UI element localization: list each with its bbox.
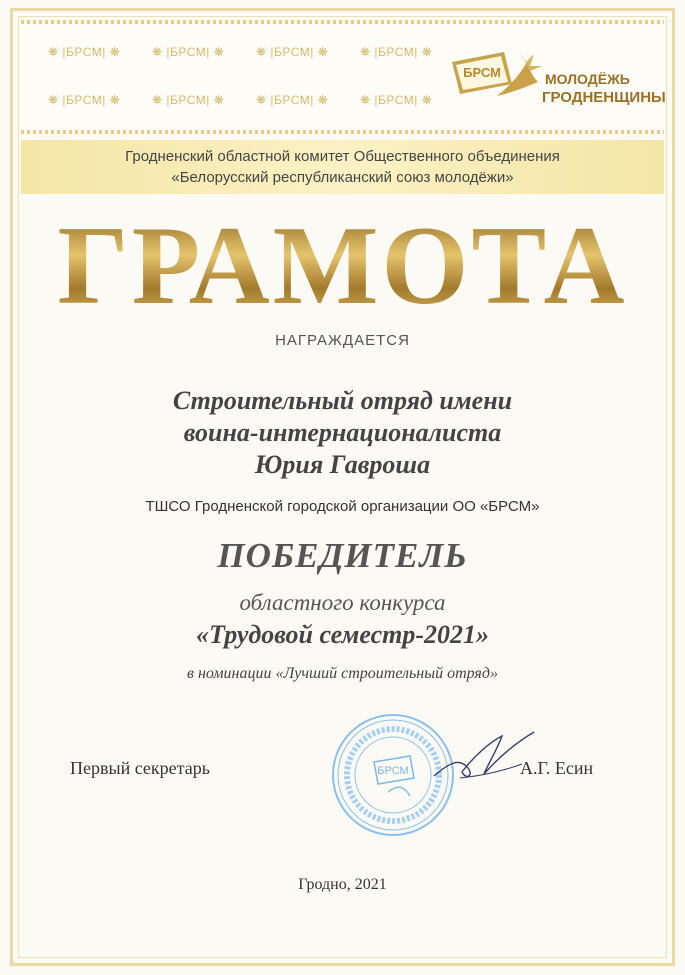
brsm-logo-icon bbox=[442, 44, 666, 110]
document-title: ГРАМОТА bbox=[0, 210, 685, 322]
signer-name: А.Г. Есин bbox=[520, 758, 594, 778]
recipient-line: воина-интернационалиста bbox=[183, 418, 502, 447]
winner-status: ПОБЕДИТЕЛЬ bbox=[217, 536, 468, 575]
watermark: ❋ |БРСМ| ❋ bbox=[152, 93, 225, 107]
watermark: ❋ |БРСМ| ❋ bbox=[360, 45, 433, 59]
logo-line2: ГРОДНЕНЩИНЫ bbox=[542, 89, 666, 106]
recipient-line: Строительный отряд имени bbox=[172, 386, 513, 415]
logo-line1: МОЛОДЁЖЬ bbox=[545, 71, 630, 87]
watermark: ❋ |БРСМ| ❋ bbox=[256, 45, 329, 59]
place-date: Гродно, 2021 bbox=[298, 876, 387, 893]
nomination: в номинации «Лучший строительный отряд» bbox=[187, 665, 498, 682]
watermark: ❋ |БРСМ| ❋ bbox=[152, 45, 225, 59]
watermark: ❋ |БРСМ| ❋ bbox=[256, 93, 329, 107]
watermark: ❋ |БРСМ| ❋ bbox=[48, 93, 121, 107]
recipient-line: Юрия Гавроша bbox=[254, 450, 431, 479]
header-stripe-top bbox=[21, 20, 664, 24]
watermark: ❋ |БРСМ| ❋ bbox=[360, 93, 433, 107]
logo-badge-text: БРСМ bbox=[463, 65, 501, 80]
watermark: ❋ |БРСМ| ❋ bbox=[48, 45, 121, 59]
stamp-center-text: БРСМ bbox=[377, 765, 409, 777]
contest-name: «Трудовой семестр-2021» bbox=[195, 620, 489, 649]
recipient-name bbox=[0, 385, 685, 481]
organization-line1: Гродненский областной комитет Общественного объединения bbox=[125, 148, 560, 165]
header-stripe-bottom bbox=[21, 130, 664, 134]
recipient-organization: ТШСО Гродненской городской организации ОО «БРСМ» bbox=[145, 498, 540, 515]
organization-line2: «Белорусский республиканский союз молодёжи» bbox=[171, 169, 514, 186]
signer-position: Первый секретарь bbox=[70, 758, 210, 778]
handwritten-signature bbox=[430, 722, 540, 792]
awarded-label: НАГРАЖДАЕТСЯ bbox=[275, 332, 410, 349]
contest-intro: областного конкурса bbox=[239, 590, 446, 615]
